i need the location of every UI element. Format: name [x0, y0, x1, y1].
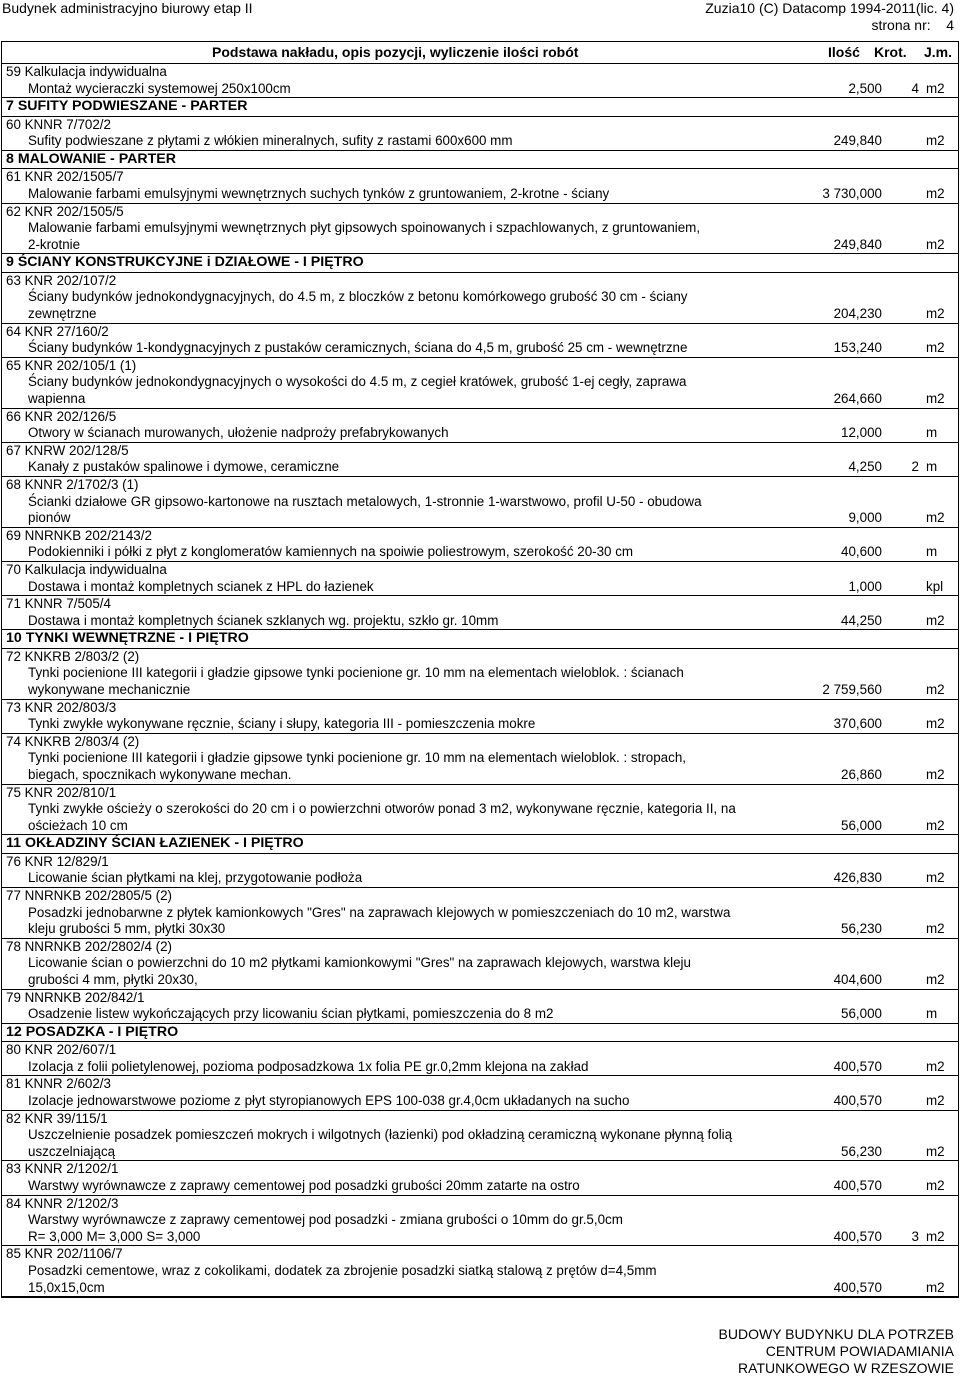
position-code: 74 KNKRB 2/803/4 (2) [6, 733, 140, 749]
footer-line: RATUNKOWEGO W RZESZOWIE [738, 1360, 954, 1376]
quantity-value: 56,230 [841, 921, 882, 937]
position-description: Posadzki cementowe, wraz z cokolikami, dodatek za zbrojenie posadzki siatką stalową z prętów d=4,5mm 15,0x15,0cm [28, 1263, 657, 1295]
position-code: 77 NNRNKB 202/2805/5 (2) [6, 888, 172, 904]
position-code: 80 KNR 202/607/1 [6, 1042, 117, 1058]
position-code: 65 KNR 202/105/1 (1) [6, 357, 137, 373]
footer-line: CENTRUM POWIADAMIANIA [765, 1343, 954, 1359]
table-body [2, 64, 958, 1297]
position-code: 66 KNR 202/126/5 [6, 408, 117, 424]
cost-estimate-table [1, 41, 959, 1298]
table-row [2, 358, 958, 409]
quantity-value: 400,570 [833, 1093, 882, 1109]
position-code: 76 KNR 12/829/1 [6, 853, 109, 869]
document-title: Budynek administracyjno biurowy etap II [2, 0, 253, 16]
page-number-value: 4 [946, 17, 954, 33]
quantity-value: 426,830 [833, 870, 882, 886]
unit-value: m2 [926, 716, 945, 732]
table-row [2, 700, 958, 734]
column-header-multiplier: Krot. [874, 44, 907, 60]
quantity-value: 249,840 [833, 236, 882, 252]
unit-value: m2 [926, 1093, 945, 1109]
position-description: Licowanie ścian płytkami na klej, przygotowanie podłoża [28, 870, 363, 886]
position-code: 59 Kalkulacja indywidualna [6, 64, 167, 79]
quantity-value: 400,570 [833, 1228, 882, 1244]
position-code: 64 KNR 27/160/2 [6, 323, 109, 339]
position-description: Kanały z pustaków spalinowe i dymowe, ceramiczne [28, 459, 340, 475]
position-code: 83 KNNR 2/1202/1 [6, 1161, 119, 1177]
position-code: 78 NNRNKB 202/2802/4 (2) [6, 938, 172, 954]
position-description: Tynki pocienione III kategorii i gładzie gipsowe tynki pocienione gr. 10 mm na elementach wieloblok. : stropach, biegach, spocznikach wykonywane mechan. [28, 750, 686, 782]
quantity-value: 2,500 [848, 80, 882, 96]
unit-value: m2 [926, 133, 945, 149]
unit-value: m2 [926, 1228, 945, 1244]
table-row [2, 477, 958, 528]
position-code: 68 KNNR 2/1702/3 (1) [6, 476, 139, 492]
quantity-value: 249,840 [833, 133, 882, 149]
position-code: 70 Kalkulacja indywidualna [6, 561, 167, 577]
quantity-value: 26,860 [841, 766, 882, 782]
unit-value: m2 [926, 236, 945, 252]
table-row [2, 409, 958, 443]
multiplier-value: 4 [911, 80, 919, 96]
table-row [2, 990, 958, 1024]
table-row [2, 117, 958, 151]
section-heading: 10 TYNKI WEWNĘTRZNE - I PIĘTRO [2, 630, 958, 649]
unit-value: m [926, 544, 938, 560]
position-description: Ściany budynków jednokondygnacyjnych, do 4.5 m, z bloczków z betonu komórkowego grubość 30 cm - ściany zewnętrzne [28, 289, 688, 322]
position-description: Licowanie ścian o powierzchni do 10 m2 płytkami kamionkowymi "Gres" na zaprawach klejowych, warstwa kleju grubości 4 mm, płytki 20x30, [28, 955, 691, 987]
quantity-value: 204,230 [833, 306, 882, 322]
position-code: 63 KNR 202/107/2 [6, 272, 117, 288]
quantity-value: 4,250 [848, 459, 882, 475]
section-heading: 12 POSADZKA - I PIĘTRO [2, 1024, 958, 1043]
unit-value: m2 [926, 1279, 945, 1295]
unit-value: m2 [926, 612, 945, 628]
table-row [2, 1196, 958, 1247]
quantity-value: 56,000 [841, 1006, 882, 1022]
column-header-unit: J.m. [924, 44, 953, 60]
quantity-value: 40,600 [841, 544, 882, 560]
footer-project-name [719, 1326, 954, 1377]
table-row [2, 1111, 958, 1162]
unit-value: m2 [926, 817, 945, 833]
page-number-label: strona nr: [871, 17, 931, 33]
position-description: Osadzenie listew wykończających przy licowaniu ścian płytkami, pomieszczenia do 8 m2 [28, 1006, 554, 1022]
unit-value: m2 [926, 1058, 945, 1074]
position-code: 61 KNR 202/1505/7 [6, 169, 124, 185]
position-description: Ściany budynków 1-kondygnacyjnych z pustaków ceramicznych, ściana do 4,5 m, grubość 25 cm - wewnętrzne [28, 340, 688, 356]
unit-value: m2 [926, 1178, 945, 1194]
software-info: Zuzia10 (C) Datacomp 1994-2011(lic. 4) [705, 0, 954, 16]
position-description: Dostawa i montaż kompletnych ścianek szklanych wg. projektu, szkło gr. 10mm [28, 612, 499, 628]
quantity-value: 400,570 [833, 1178, 882, 1194]
unit-value: m2 [926, 391, 945, 406]
position-code: 60 KNNR 7/702/2 [6, 116, 111, 132]
unit-value: m2 [926, 972, 945, 987]
unit-value: m [926, 425, 938, 441]
table-row [2, 939, 958, 990]
position-description: Otwory w ścianach murowanych, ułożenie nadproży prefabrykowanych [28, 425, 449, 441]
section-heading: 7 SUFITY PODWIESZANE - PARTER [2, 98, 958, 117]
quantity-value: 3 730,000 [822, 185, 882, 201]
table-row [2, 649, 958, 700]
unit-value: m2 [926, 1143, 945, 1159]
position-code: 67 KNRW 202/128/5 [6, 442, 129, 458]
unit-value: m2 [926, 80, 945, 96]
section-heading: 9 ŚCIANY KONSTRUKCYJNE i DZIAŁOWE - I PIĘTRO [2, 254, 958, 273]
table-row [2, 443, 958, 477]
unit-value: m2 [926, 340, 945, 356]
table-header [2, 42, 958, 64]
position-code: 72 KNKRB 2/803/2 (2) [6, 648, 140, 664]
table-row [2, 528, 958, 562]
section-heading: 11 OKŁADZINY ŚCIAN ŁAZIENEK - I PIĘTRO [2, 835, 958, 854]
position-description: Malowanie farbami emulsyjnymi wewnętrznych płyt gipsowych spoinowanych i szpachlowanych, z gruntowaniem, 2-krotnie [28, 220, 701, 252]
quantity-value: 400,570 [833, 1058, 882, 1074]
position-code: 75 KNR 202/810/1 [6, 784, 117, 800]
position-description: Uszczelnienie posadzek pomieszczeń mokrych i wilgotnych (łazienki) pod okładziną ceramiczną wykonane płynną folią uszczelniającą [28, 1127, 733, 1159]
position-code: 71 KNNR 7/505/4 [6, 596, 111, 612]
position-description: Warstwy wyrównawcze z zaprawy cementowej pod posadzki grubości 20mm zatarte na ostro [28, 1178, 580, 1194]
position-code: 79 NNRNKB 202/842/1 [6, 989, 145, 1005]
unit-value: m2 [926, 306, 945, 322]
quantity-value: 56,230 [841, 1143, 882, 1159]
quantity-value: 400,570 [833, 1279, 882, 1295]
position-code: 73 KNR 202/803/3 [6, 699, 117, 715]
column-header-quantity: Ilość [828, 44, 860, 60]
table-row [2, 324, 958, 358]
table-row [2, 169, 958, 203]
unit-value: m2 [926, 766, 945, 782]
position-description: Tynki zwykłe wykonywane ręcznie, ściany i słupy, kategoria III - pomieszczenia mokre [28, 716, 536, 732]
position-code: 82 KNR 39/115/1 [6, 1110, 108, 1126]
position-description: Tynki zwykłe ościeży o szerokości do 20 cm i o powierzchni otworów ponad 3 m2, wykonywane ręcznie, kategoria II, na ościeżach 10 cm [28, 801, 736, 833]
table-row [2, 596, 958, 630]
page-number [872, 17, 955, 33]
unit-value: m2 [926, 921, 945, 937]
position-code: 85 KNR 202/1106/7 [6, 1246, 123, 1262]
unit-value: m [926, 1006, 938, 1022]
position-code: 81 KNNR 2/602/3 [6, 1076, 111, 1092]
table-row [2, 204, 958, 255]
quantity-value: 12,000 [841, 425, 882, 441]
position-code: 84 KNNR 2/1202/3 [6, 1195, 119, 1211]
unit-value: m [926, 459, 938, 475]
quantity-value: 264,660 [833, 391, 882, 406]
position-code: 62 KNR 202/1505/5 [6, 203, 124, 219]
quantity-value: 153,240 [833, 340, 882, 356]
position-description: Ścianki działowe GR gipsowo-kartonowe na rusztach metalowych, 1-stronnie 1-warstwowo, profil U-50 - obudowa pionów [28, 493, 702, 526]
position-description: Montaż wycieraczki systemowej 250x100cm [28, 80, 291, 96]
table-row [2, 1161, 958, 1195]
quantity-value: 9,000 [848, 510, 882, 526]
quantity-value: 2 759,560 [822, 682, 882, 697]
table-row [2, 64, 958, 98]
table-row [2, 562, 958, 596]
table-row [2, 854, 958, 888]
position-description: Izolacja z folii polietylenowej, pozioma podposadzkowa 1x folia PE gr.0,2mm klejona na zakład [28, 1058, 589, 1074]
table-row [2, 734, 958, 785]
table-row [2, 1076, 958, 1110]
quantity-value: 44,250 [841, 612, 882, 628]
position-description: Posadzki jednobarwne z płytek kamionkowych "Gres" na zaprawach klejowych w pomieszczeniach do 10 m2, warstwa kleju grubości 5 mm, płytki 30x30 [28, 904, 731, 937]
multiplier-value: 3 [911, 1228, 919, 1244]
position-description: Malowanie farbami emulsyjnymi wewnętrznych suchych tynków z gruntowaniem, 2-krotne - ściany [28, 185, 610, 201]
position-code: 69 NNRNKB 202/2143/2 [6, 527, 152, 543]
section-heading: 8 MALOWANIE - PARTER [2, 151, 958, 170]
position-description: Izolacje jednowarstwowe poziome z płyt styropianowych EPS 100-038 gr.4,0cm układanych na sucho [28, 1093, 630, 1109]
position-description: Warstwy wyrównawcze z zaprawy cementowej pod posadzki - zmiana grubości o 10mm do gr.5,0cm R= 3,000 M= 3,000 S= 3,000 [28, 1212, 623, 1244]
position-description: Podokienniki i półki z płyt z konglomeratów kamiennych na spoiwie poliestrowym, szerokość 20-30 cm [28, 544, 634, 560]
position-description: Tynki pocienione III kategorii i gładzie gipsowe tynki pocienione gr. 10 mm na elementach wieloblok. : ścianach wykonywane mechanicznie [28, 665, 684, 697]
quantity-value: 370,600 [833, 716, 882, 732]
unit-value: kpl [926, 578, 944, 594]
position-description: Dostawa i montaż kompletnych scianek z HPL do łazienek [28, 578, 374, 594]
unit-value: m2 [926, 185, 945, 201]
unit-value: m2 [926, 510, 945, 526]
table-row [2, 785, 958, 836]
table-row [2, 1246, 958, 1297]
unit-value: m2 [926, 682, 945, 697]
unit-value: m2 [926, 870, 945, 886]
position-description: Sufity podwieszane z płytami z włókien mineralnych, sufity z rastami 600x600 mm [28, 133, 513, 149]
quantity-value: 1,000 [848, 578, 882, 594]
table-row [2, 888, 958, 939]
footer-line: BUDOWY BUDYNKU DLA POTRZEB [718, 1326, 954, 1342]
column-header-description: Podstawa nakładu, opis pozycji, wyliczenie ilości robót [212, 44, 579, 60]
multiplier-value: 2 [911, 459, 919, 475]
position-description: Ściany budynków jednokondygnacyjnych o wysokości do 4.5 m, z cegieł kratówek, grubość 1-ej cegły, zaprawa wapienna [28, 374, 687, 406]
quantity-value: 404,600 [833, 972, 882, 987]
table-row [2, 273, 958, 324]
quantity-value: 56,000 [841, 817, 882, 833]
table-row [2, 1042, 958, 1076]
